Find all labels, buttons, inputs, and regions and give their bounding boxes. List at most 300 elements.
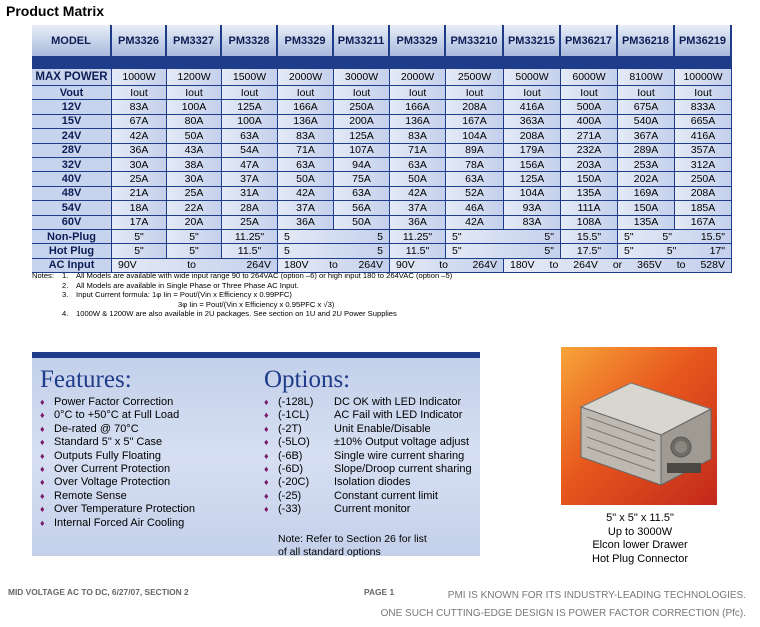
table-cell: 185A [675,201,732,215]
feature-item [40,490,195,503]
diamond-bullet-icon: ♦ [264,437,269,448]
table-cell: 20A [167,216,222,230]
cell-part: 5" [544,230,554,243]
cell-part: 5 [377,230,383,243]
option-code: (-33) [278,503,302,516]
voltage-row [32,201,732,215]
option-item [264,490,472,503]
cell-part: 264V [573,259,598,272]
cell-part: 5 [284,244,290,257]
hotplug-row [32,244,732,258]
features-list [40,396,195,530]
note-text: 3φ Iin = Pout/(Vin x Efficiency x 0.95PFC x √3) [178,299,335,309]
table-cell: 289A [618,144,675,158]
table-cell: 166A [390,100,446,114]
table-cell: 36A [278,216,334,230]
table-cell: 30A [112,158,167,172]
table-cell: 31A [222,187,278,201]
feature-item [40,463,195,476]
table-cell: 150A [561,172,618,186]
table-cell: 136A [390,115,446,129]
cell-part: 5" [662,230,672,243]
table-cell: 17A [112,216,167,230]
row-label: MAX POWER [32,69,112,86]
table-cell: 42A [278,187,334,201]
table-cell: 179A [504,144,561,158]
feature-text: Standard 5" x 5" Case [54,436,163,449]
model-cell: PM33215 [504,25,561,58]
table-cell: Iout [618,86,675,100]
table-cell: 46A [446,201,504,215]
cell-part: 180V [510,259,535,272]
feature-item [40,423,195,436]
note-line [32,290,732,300]
note-line [32,281,732,291]
table-cell: 5" [112,244,167,258]
voltage-rows [32,100,732,230]
footer-section-label: MID VOLTAGE AC TO DC, 6/27/07, SECTION 2 [8,587,189,597]
cell-part: 264V [358,259,383,272]
feature-item [40,436,195,449]
row-label: 32V [32,158,112,172]
cell-part: 90V [118,259,137,272]
table-cell: 37A [222,172,278,186]
table-cell: 665A [675,115,732,129]
table-cell: 83A [278,129,334,143]
options-heading: Options: [264,366,351,393]
table-cell: 11.25" [390,230,446,244]
option-description: Unit Enable/Disable [334,422,431,435]
table-cell: 5" [112,230,167,244]
cell-part: to [187,259,196,272]
note-line [32,300,732,310]
table-cell: 93A [504,201,561,215]
diamond-bullet-icon: ♦ [40,464,45,475]
note-number: 4. [62,309,69,319]
table-cell: Iout [675,86,732,100]
row-label: 54V [32,201,112,215]
table-cell: 107A [334,144,390,158]
model-cell: PM36219 [675,25,732,58]
cell-part: 5" [452,230,462,243]
table-cell [446,244,561,258]
table-cell: Iout [504,86,561,100]
table-cell: 416A [675,129,732,143]
cell-part: 5" [624,230,634,243]
table-cell: 500A [561,100,618,114]
table-cell: 100A [167,100,222,114]
table-cell: 156A [504,158,561,172]
caption-line: Elcon lower Drawer [592,539,688,551]
table-cell: 11.5" [390,244,446,258]
note-line [32,309,732,319]
table-cell: Iout [112,86,167,100]
table-cell: 63A [390,158,446,172]
feature-text: De-rated @ 70°C [54,422,139,435]
model-cell: PM33210 [446,25,504,58]
diamond-bullet-icon: ♦ [264,464,269,475]
table-cell [618,244,732,258]
cell-part: 5" [544,244,554,257]
table-cell: 1000W [112,69,167,86]
option-code: (-20C) [278,476,310,489]
table-cell: 38A [167,158,222,172]
diamond-bullet-icon: ♦ [40,504,45,515]
footer-tagline: ONE SUCH CUTTING-EDGE DESIGN IS POWER FACTOR CORRECTION (Pfc). [380,608,746,619]
table-cell: 208A [504,129,561,143]
table-cell: 2500W [446,69,504,86]
table-cell: 416A [504,100,561,114]
table-cell: 83A [390,129,446,143]
diamond-bullet-icon: ♦ [40,397,45,407]
row-label: Hot Plug [32,244,112,258]
feature-text: Over Temperature Protection [54,503,196,516]
table-cell: 1500W [222,69,278,86]
table-cell: 167A [446,115,504,129]
feature-text: 0°C to +50°C at Full Load [54,409,180,422]
row-label: 28V [32,144,112,158]
row-label: Vout [32,86,112,100]
cell-part: 365V [637,259,662,272]
table-cell: 67A [112,115,167,129]
table-cell: 50A [334,216,390,230]
table-cell: 400A [561,115,618,129]
table-cell: 833A [675,100,732,114]
table-cell: 71A [390,144,446,158]
table-cell: 10000W [675,69,732,86]
model-cell: PM3328 [222,25,278,58]
features-options-panel [32,352,480,556]
note-text: All Models are available with wide input range 90 to 264VAC (option –6) or high input 180 to 264VAC (option –5) [76,271,453,280]
footer-page-number: PAGE 1 [364,587,395,597]
voltage-row [32,216,732,230]
cell-part: 5" [624,244,634,257]
table-cell: 63A [222,129,278,143]
model-cell: PM3329 [390,25,446,58]
diamond-bullet-icon: ♦ [264,423,269,434]
feature-item [40,396,195,409]
table-cell: Iout [390,86,446,100]
table-cell: 63A [334,187,390,201]
option-item [264,423,472,436]
table-cell: 43A [167,144,222,158]
option-code: (-25) [278,489,302,502]
vout-row [32,86,732,100]
feature-text: Power Factor Correction [54,396,174,408]
option-item [264,463,472,476]
product-matrix-table [32,25,732,273]
table-cell: 42A [112,129,167,143]
table-cell: 104A [504,187,561,201]
table-cell [278,244,390,258]
voltage-row [32,158,732,172]
option-item [264,396,472,409]
cell-part: to [676,259,686,272]
table-cell: 125A [504,172,561,186]
table-cell: 47A [222,158,278,172]
table-cell: 166A [278,100,334,114]
option-code: (-128L) [278,396,314,408]
table-cell: 37A [390,201,446,215]
option-item [264,450,472,463]
note-text: All Models are available in Single Phase or Three Phase AC Input. [76,280,299,290]
table-cell: 2000W [278,69,334,86]
diamond-bullet-icon: ♦ [264,490,269,501]
table-cell [446,230,561,244]
table-cell: 3000W [334,69,390,86]
model-cell: PM36218 [618,25,675,58]
table-cell: 42A [390,187,446,201]
table-cell: 208A [675,187,732,201]
table-cell: 135A [618,216,675,230]
table-cell: 18A [112,201,167,215]
notes [32,271,732,319]
cell-part: 5 [377,244,383,257]
caption-line: Up to 3000W [607,525,673,538]
voltage-row [32,144,732,158]
product-matrix [32,25,732,272]
table-cell: 37A [278,201,334,215]
option-description: Current monitor [334,503,411,516]
table-cell: 363A [504,115,561,129]
note-number: 1. [62,271,69,280]
table-cell: 25A [112,172,167,186]
cell-part: 264V [246,259,271,272]
page-title: Product Matrix [6,3,105,19]
diamond-bullet-icon: ♦ [40,517,45,528]
diamond-bullet-icon: ♦ [40,437,45,448]
table-cell: 5000W [504,69,561,86]
diamond-bullet-icon: ♦ [264,397,269,407]
note-line: of all standard options [278,545,381,558]
feature-item [40,450,195,463]
cell-part: 5" [666,244,677,257]
diamond-bullet-icon: ♦ [40,410,45,421]
option-code: (-5LO) [278,436,310,449]
feature-text: Over Voltage Protection [54,476,171,489]
table-cell: 25A [222,216,278,230]
table-cell: 78A [446,158,504,172]
table-cell: 25A [167,187,222,201]
row-label: 15V [32,115,112,129]
option-description: Slope/Droop current sharing [334,463,472,476]
note-number: 3. [62,290,69,300]
cell-part: to [329,259,338,272]
row-label: 12V [32,100,112,114]
table-cell: 203A [561,158,618,172]
row-label: 60V [32,216,112,230]
matrix-header-row [32,25,732,58]
option-description: ±10% Output voltage adjust [334,436,470,449]
cell-part: 17" [709,244,725,257]
diamond-bullet-icon: ♦ [264,477,269,488]
table-cell: 675A [618,100,675,114]
cell-part: 264V [472,259,497,272]
table-cell: 5" [167,244,222,258]
voltage-row [32,172,732,186]
cell-part: 180V [284,259,309,272]
features-column [40,366,195,530]
feature-item [40,409,195,422]
model-header: MODEL [32,25,112,58]
cell-part: 528V [700,259,725,272]
table-cell: 111A [561,201,618,215]
feature-item [40,503,195,516]
table-cell [618,230,732,244]
diamond-bullet-icon: ♦ [40,490,45,501]
option-item [264,436,472,449]
option-description: Constant current limit [334,489,438,502]
product-photo [561,347,717,505]
caption-line: Hot Plug Connector [592,552,688,565]
table-cell: 104A [446,129,504,143]
feature-text: Internal Forced Air Cooling [54,516,185,529]
table-cell: 208A [446,100,504,114]
option-code: (-2T) [278,422,302,435]
table-cell: 8100W [618,69,675,86]
table-cell: 15.5" [561,230,618,244]
note-line: Note: Refer to Section 26 for list [278,532,427,545]
table-cell: 6000W [561,69,618,86]
table-cell: 22A [167,201,222,215]
table-cell: 11.25" [222,230,278,244]
note-text: 1000W & 1200W are also available in 2U packages. See section on 1U and 2U Power Supplies [76,309,397,319]
nonplug-row [32,230,732,244]
features-heading: Features: [40,366,132,393]
caption-line: 5" x 5" x 11.5" [606,512,674,524]
table-cell: 1200W [167,69,222,86]
cell-part: or [612,259,623,272]
table-cell: Iout [561,86,618,100]
table-cell: 36A [112,144,167,158]
table-cell: 83A [112,100,167,114]
photo-caption [560,512,720,566]
notes-label: Notes: [32,271,54,280]
table-cell: 367A [618,129,675,143]
diamond-bullet-icon: ♦ [264,410,269,421]
table-cell: Iout [167,86,222,100]
options-column [264,366,472,559]
table-cell: 125A [334,129,390,143]
table-cell: 54A [222,144,278,158]
table-cell: 150A [618,201,675,215]
table-cell: 50A [167,129,222,143]
row-label: Non-Plug [32,230,112,244]
table-cell: 250A [675,172,732,186]
option-description: DC OK with LED Indicator [334,396,462,408]
diamond-bullet-icon: ♦ [40,477,45,488]
model-cell: PM33211 [334,25,390,58]
table-cell: 271A [561,129,618,143]
table-cell: Iout [278,86,334,100]
table-cell: 75A [334,172,390,186]
table-cell: 17.5" [561,244,618,258]
option-item [264,476,472,489]
table-cell: 83A [504,216,561,230]
max-power-row [32,69,732,86]
table-cell: 253A [618,158,675,172]
model-cell: PM36217 [561,25,618,58]
table-cell: Iout [222,86,278,100]
voltage-row [32,100,732,114]
table-cell: 2000W [390,69,446,86]
table-cell: 71A [278,144,334,158]
option-code: (-6D) [278,463,304,476]
table-cell: 100A [222,115,278,129]
feature-item [40,517,195,530]
option-code: (-1CL) [278,409,310,422]
model-cell: PM3329 [278,25,334,58]
option-item [264,503,472,516]
feature-text: Over Current Protection [54,463,171,476]
cell-part: 5 [284,230,290,243]
model-cell: PM3327 [167,25,222,58]
voltage-row [32,115,732,129]
table-cell: 312A [675,158,732,172]
feature-text: Remote Sense [54,489,127,502]
voltage-row [32,187,732,201]
table-cell: 357A [675,144,732,158]
feature-item [40,476,195,489]
options-list [264,396,472,517]
option-description: AC Fail with LED Indicator [334,409,463,422]
power-supply-illustration [561,347,717,505]
table-cell: 5" [167,230,222,244]
table-cell: 108A [561,216,618,230]
table-cell: 232A [561,144,618,158]
table-cell: 540A [618,115,675,129]
table-cell: 135A [561,187,618,201]
table-cell: 50A [278,172,334,186]
table-cell: 202A [618,172,675,186]
cell-part: to [439,259,448,272]
table-cell: 125A [222,100,278,114]
cell-part: 5" [452,244,462,257]
cell-part: 90V [396,259,415,272]
option-description: Isolation diodes [334,476,411,489]
table-cell: 63A [278,158,334,172]
table-cell: 167A [675,216,732,230]
diamond-bullet-icon: ♦ [264,450,269,461]
table-cell: 89A [446,144,504,158]
footer-tagline: PMI IS KNOWN FOR ITS INDUSTRY-LEADING TECHNOLOGIES. [447,590,746,601]
option-item [264,409,472,422]
table-cell: 80A [167,115,222,129]
row-label: 48V [32,187,112,201]
table-cell: 169A [618,187,675,201]
cell-part: 15.5" [700,230,725,243]
row-label: 24V [32,129,112,143]
table-cell: 52A [446,187,504,201]
option-description: Single wire current sharing [334,449,465,462]
table-cell: 63A [446,172,504,186]
diamond-bullet-icon: ♦ [264,504,269,515]
table-cell: 42A [446,216,504,230]
table-cell [278,230,390,244]
note-text: Input Current formula: 1φ Iin = Pout/(Vin x Efficiency x 0.99PFC) [76,290,292,300]
voltage-row [32,129,732,143]
matrix-spacer-row [32,58,732,69]
table-cell: 50A [390,172,446,186]
row-label: AC Input [32,259,112,273]
diamond-bullet-icon: ♦ [40,423,45,434]
table-cell: 30A [167,172,222,186]
table-cell: Iout [446,86,504,100]
options-note [264,533,472,559]
table-cell: Iout [334,86,390,100]
table-cell: 56A [334,201,390,215]
table-cell: 250A [334,100,390,114]
